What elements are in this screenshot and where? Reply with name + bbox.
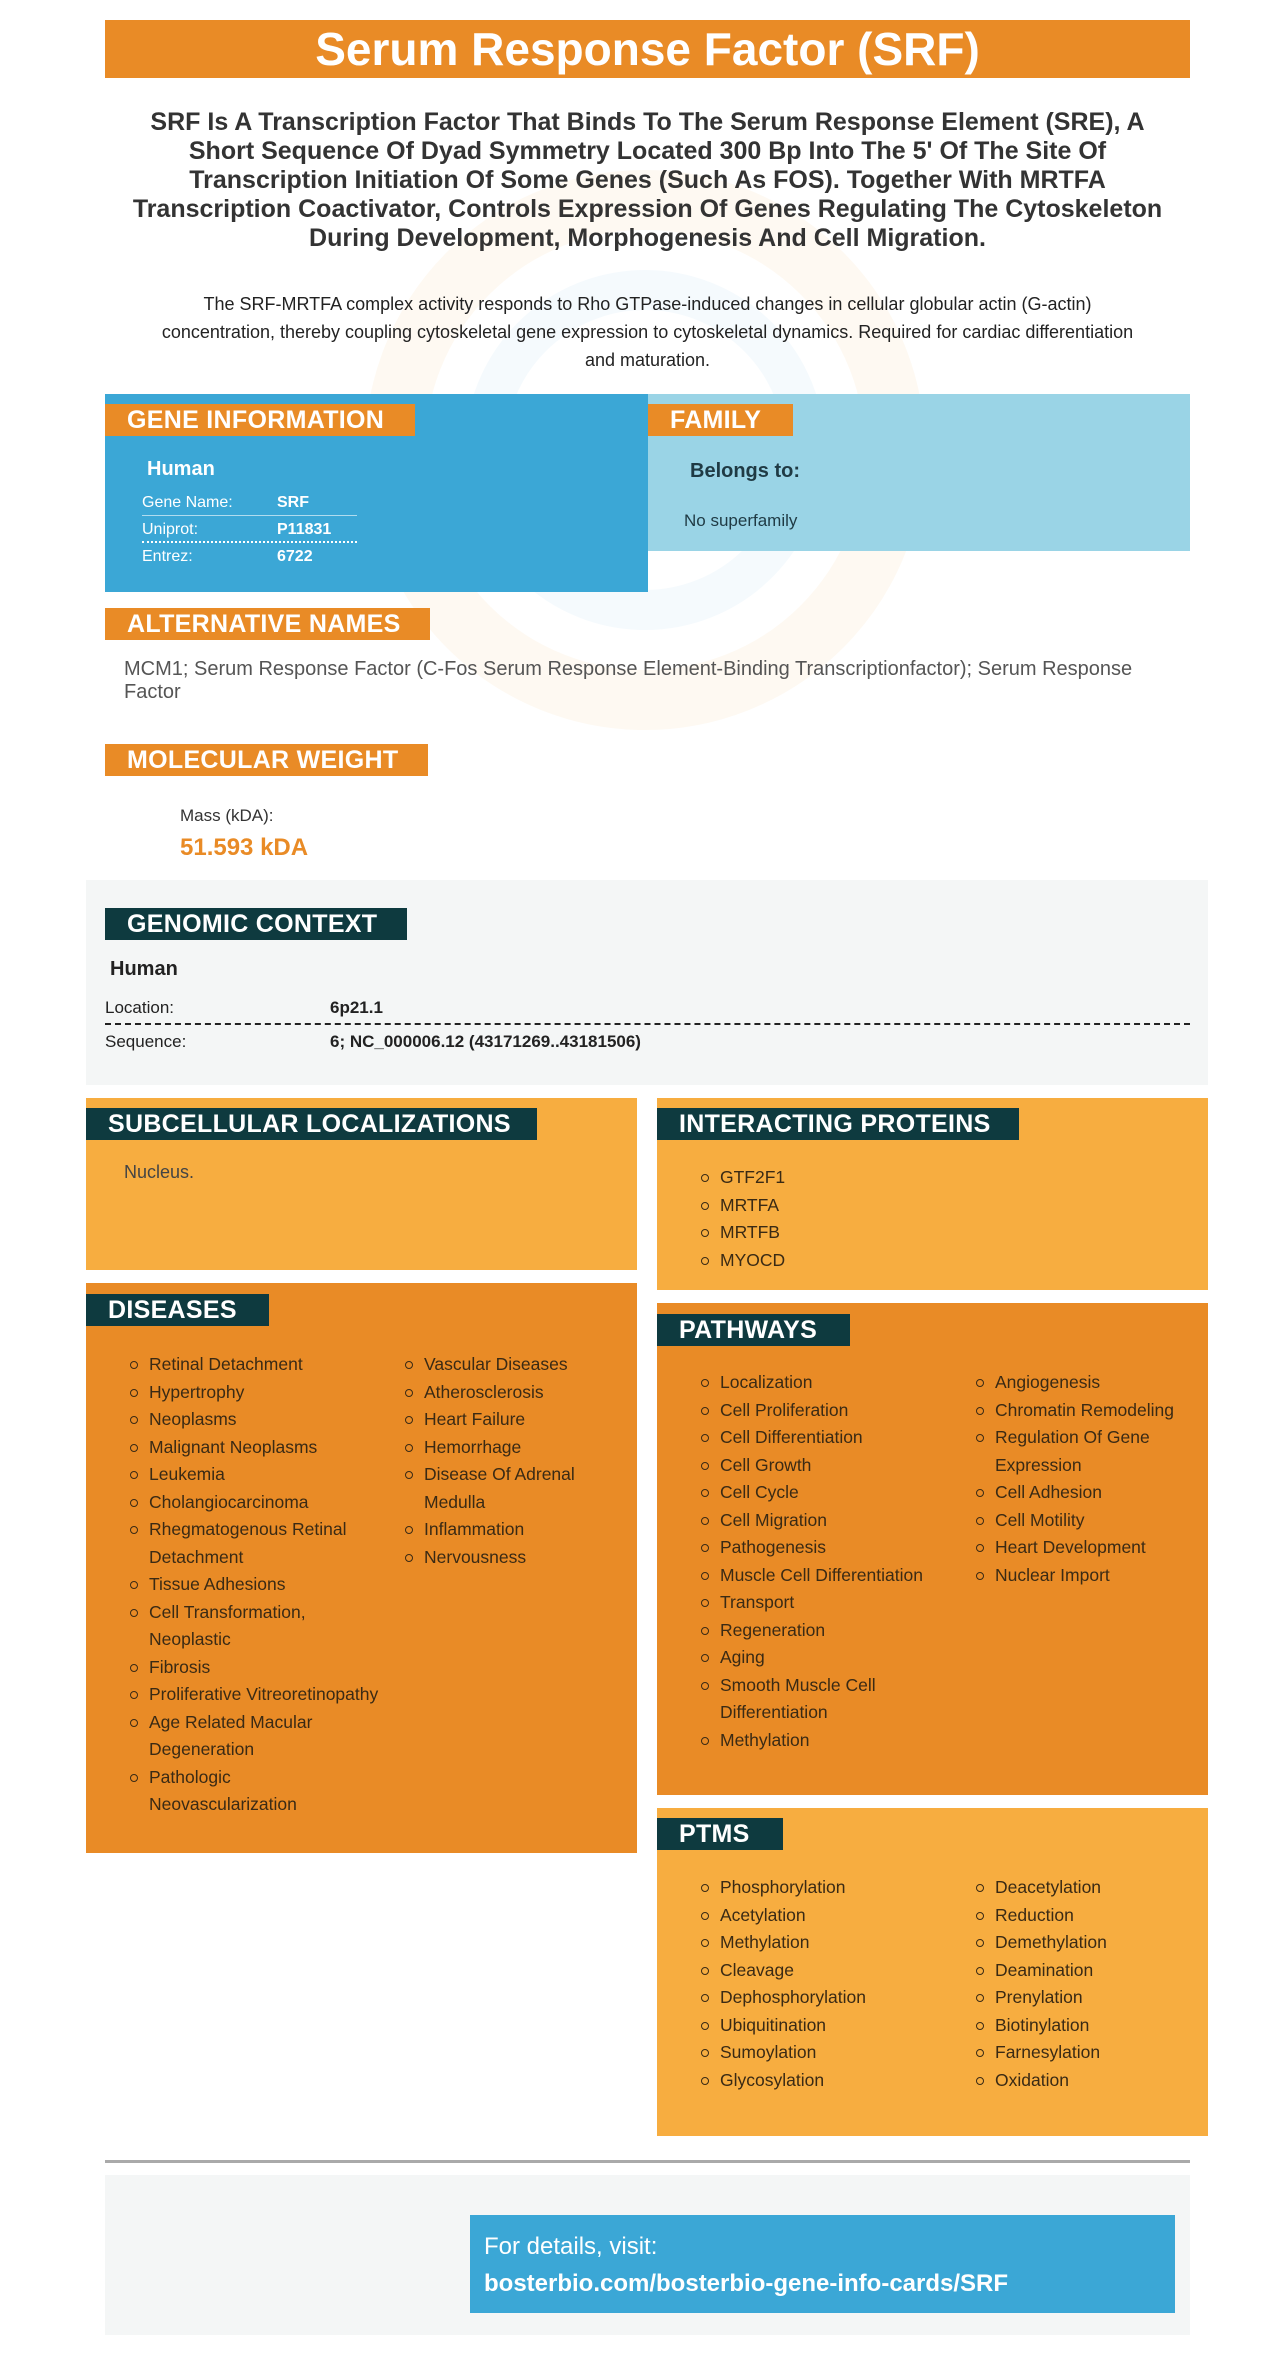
list-item: Pathogenesis (700, 1534, 950, 1562)
belongs-to-label: Belongs to: (690, 460, 800, 482)
list-item: Deamination (975, 1957, 1195, 1985)
subcellular-text: Nucleus. (124, 1162, 195, 1182)
list-item: Cell Motility (975, 1507, 1195, 1535)
list-item: Smooth Muscle Cell Differentiation (700, 1672, 950, 1727)
ptms-list-col2 (975, 1874, 1195, 2094)
entrez-value: 6722 (277, 548, 313, 565)
list-item: Methylation (700, 1727, 950, 1755)
list-item: Cell Transformation, Neoplastic (129, 1599, 379, 1654)
gene-info-species: Human (147, 458, 215, 480)
list-item: Farnesylation (975, 2039, 1195, 2067)
list-item: Cell Differentiation (700, 1424, 950, 1452)
list-item: Biotinylation (975, 2012, 1195, 2040)
list-item: MRTFA (700, 1192, 785, 1220)
list-item: Leukemia (129, 1461, 379, 1489)
gene-information-heading: GENE INFORMATION (105, 404, 415, 436)
alternative-names-text: MCM1; Serum Response Factor (C-Fos Serum Response Element-Binding Transcriptionfactor); Serum Response Factor (124, 658, 1133, 703)
subcellular-heading: SUBCELLULAR LOCALIZATIONS (86, 1108, 537, 1140)
list-item: Inflammation (404, 1516, 624, 1544)
list-item: Acetylation (700, 1902, 950, 1930)
list-item: Demethylation (975, 1929, 1195, 1957)
list-item: MRTFB (700, 1219, 785, 1247)
pathways-list-col1 (700, 1369, 950, 1754)
genomic-context-heading: GENOMIC CONTEXT (105, 908, 407, 940)
sequence-value: 6; NC_000006.12 (43171269..43181506) (330, 1032, 641, 1051)
sequence-row (105, 1025, 1190, 1059)
location-row (105, 991, 1190, 1025)
list-item: Hypertrophy (129, 1379, 379, 1407)
pathways-heading: PATHWAYS (657, 1314, 850, 1346)
list-item: Malignant Neoplasms (129, 1434, 379, 1462)
list-item: Glycosylation (700, 2067, 950, 2095)
list-item: Heart Failure (404, 1406, 624, 1434)
entrez-row (142, 543, 357, 570)
ptms-list-col1 (700, 1874, 950, 2094)
list-item: Reduction (975, 1902, 1195, 1930)
list-item: Hemorrhage (404, 1434, 624, 1462)
list-item: Cell Proliferation (700, 1397, 950, 1425)
list-item: Regulation Of Gene Expression (975, 1424, 1195, 1479)
list-item: Cell Migration (700, 1507, 950, 1535)
list-item: Ubiquitination (700, 2012, 950, 2040)
list-item: Disease Of Adrenal Medulla (404, 1461, 624, 1516)
list-item: Dephosphorylation (700, 1984, 950, 2012)
gene-name-value: SRF (277, 494, 309, 511)
list-item: Nuclear Import (975, 1562, 1195, 1590)
gene-summary: SRF Is A Transcription Factor That Binds To The Serum Response Element (SRE), A Short Sequence Of Dyad Symmetry Located 300 Bp Into The 5' Of The Site Of Transcription Initiation Of Some Genes (Such As FOS). Together With MRTFA Transcription Coactivator, Controls Expression Of Genes Regulating The Cytoskeleton During Development, Morphogenesis And Cell Migration. (132, 108, 1163, 252)
list-item: Muscle Cell Differentiation (700, 1562, 950, 1590)
gene-description: The SRF-MRTFA complex activity responds to Rho GTPase-induced changes in cellular globular actin (G-actin) concentration, thereby coupling cytoskeletal gene expression to cytoskeletal dynamics. Required for cardiac differentiation and maturation. (161, 294, 1134, 370)
list-item: Transport (700, 1589, 950, 1617)
list-item: GTF2F1 (700, 1164, 785, 1192)
location-label: Location: (105, 998, 174, 1017)
ptms-heading: PTMS (657, 1818, 783, 1850)
gene-name-label: Gene Name: (142, 494, 233, 511)
list-item: Retinal Detachment (129, 1351, 379, 1379)
list-item: Cell Growth (700, 1452, 950, 1480)
list-item: Proliferative Vitreoretinopathy (129, 1681, 379, 1709)
genomic-species: Human (110, 958, 178, 980)
diseases-heading: DISEASES (86, 1294, 269, 1326)
interacting-proteins-heading: INTERACTING PROTEINS (657, 1108, 1019, 1140)
list-item: Oxidation (975, 2067, 1195, 2095)
alternative-names-heading: ALTERNATIVE NAMES (105, 608, 430, 640)
molecular-weight-heading: MOLECULAR WEIGHT (105, 744, 428, 776)
list-item: Methylation (700, 1929, 950, 1957)
list-item: Aging (700, 1644, 950, 1672)
list-item: Chromatin Remodeling (975, 1397, 1195, 1425)
family-heading: FAMILY (648, 404, 793, 436)
location-value: 6p21.1 (330, 998, 383, 1017)
list-item: Localization (700, 1369, 950, 1397)
list-item: Cleavage (700, 1957, 950, 1985)
list-item: Neoplasms (129, 1406, 379, 1434)
list-item: Rhegmatogenous Retinal Detachment (129, 1516, 379, 1571)
mass-label: Mass (kDA): (180, 806, 274, 825)
list-item: Vascular Diseases (404, 1351, 624, 1379)
list-item: Age Related Macular Degeneration (129, 1709, 379, 1764)
entrez-label: Entrez: (142, 548, 193, 565)
list-item: Cell Cycle (700, 1479, 950, 1507)
pathways-list-col2 (975, 1369, 1195, 1589)
uniprot-row (142, 516, 357, 543)
list-item: Cholangiocarcinoma (129, 1489, 379, 1517)
diseases-list-col2 (404, 1351, 624, 1571)
list-item: Angiogenesis (975, 1369, 1195, 1397)
footer-divider (105, 2160, 1190, 2163)
list-item: Sumoylation (700, 2039, 950, 2067)
list-item: Tissue Adhesions (129, 1571, 379, 1599)
list-item: Pathologic Neovascularization (129, 1764, 379, 1819)
mass-value: 51.593 kDA (180, 834, 309, 861)
list-item: Nervousness (404, 1544, 624, 1572)
list-item: Deacetylation (975, 1874, 1195, 1902)
page-title: Serum Response Factor (SRF) (105, 20, 1190, 78)
details-link-box[interactable] (470, 2215, 1175, 2313)
list-item: MYOCD (700, 1247, 785, 1275)
list-item: Prenylation (975, 1984, 1195, 2012)
family-value: No superfamily (684, 511, 798, 530)
interacting-proteins-list (700, 1164, 785, 1274)
list-item: Regeneration (700, 1617, 950, 1645)
sequence-label: Sequence: (105, 1032, 187, 1051)
list-item: Atherosclerosis (404, 1379, 624, 1407)
list-item: Cell Adhesion (975, 1479, 1195, 1507)
details-link[interactable]: bosterbio.com/bosterbio-gene-info-cards/SRF (484, 2270, 1009, 2297)
list-item: Heart Development (975, 1534, 1195, 1562)
diseases-list-col1 (129, 1351, 379, 1819)
gene-name-row (142, 489, 357, 516)
list-item: Fibrosis (129, 1654, 379, 1682)
uniprot-value: P11831 (277, 521, 332, 538)
details-label: For details, visit: (484, 2233, 658, 2260)
uniprot-label: Uniprot: (142, 521, 199, 538)
list-item: Phosphorylation (700, 1874, 950, 1902)
